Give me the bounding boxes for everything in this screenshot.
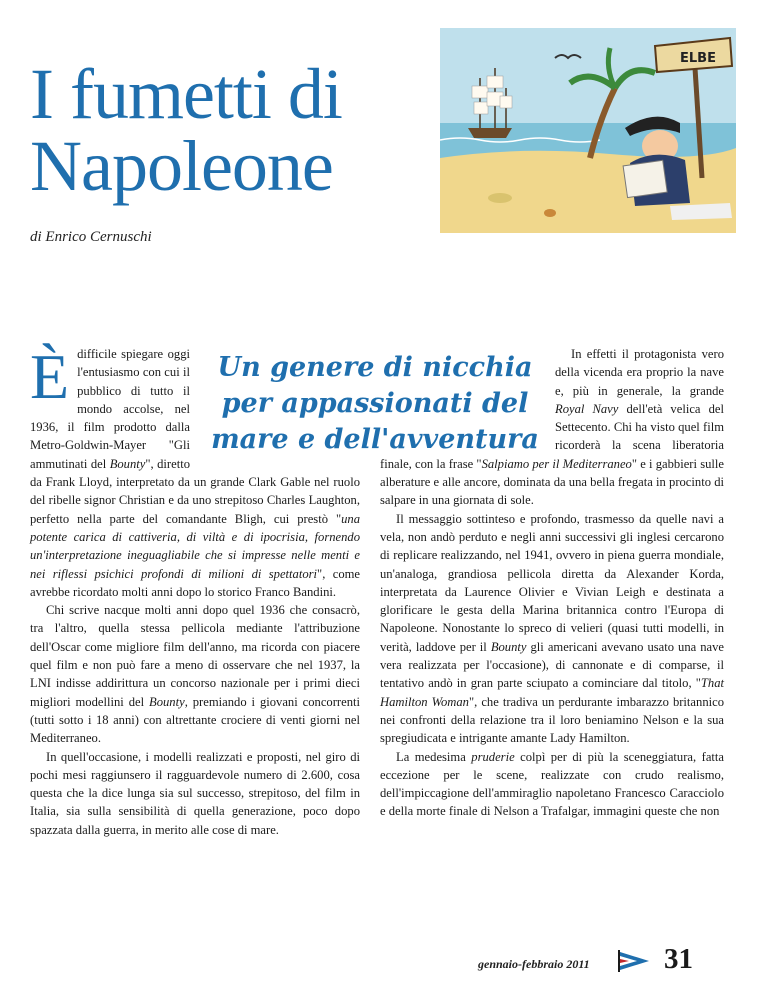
paragraph: In effetti il protagonista vero della vicenda era proprio la nave e, più in generale, la grande Royal Navy dell'età velica del Settecento. Chi ha visto quel film ricorderà la scena liberatoria finale, con la frase "Salpiamo per il Mediterraneo" e i gabbieri sulle alberature e alle ancore, dominata da una bella fregata in procinto di salpare in una giornata di sole. (380, 347, 724, 508)
paragraph: Chi scrive nacque molti anni dopo quel 1936 che consacrò, tra l'altro, quella stessa pellicola mediante l'attribuzione dell'Oscar come migliore film dell'anno, ma ricorda con piacere quel film e non può fare a meno di osservare che nel 1937, la LNI indisse addirittura un concorso nazionale per i primi dieci migliori modellini del Bounty, premiando i giovani concorrenti (tutti sotto i 18 anni) con altrettante crociere di venti giorni nel Mediterraneo. (30, 603, 360, 746)
flag-icon (617, 950, 651, 972)
paragraph: È difficile spiegare oggi l'entusiasmo con cui il pubblico di tutto il mondo accolse, nel 1936, il film prodotto dalla Metro-Goldwin-Mayer "Gli ammutinati del Bounty", diretto da Frank Lloyd, interpretato da un grande Clark Gable nel ruolo del ribelle signor Christian e da uno strepitoso Charles Laughton, perfetto nella parte del comandante Bligh, cui prestò "una potente carica di cattiveria, di viltà e di ipocrisia, fornendo un'interpretazione ineguagliabile che si impresse nelle menti e nei riflessi psichici profondi di milioni di spettatori", come avrebbe ricordato molti anni dopo lo storico Franco Bandini. (30, 341, 360, 599)
issue-date: gennaio-febbraio 2011 (478, 957, 590, 971)
page-number: 31 (664, 943, 693, 975)
paragraph: In quell'occasione, i modelli realizzati e proposti, nel giro di pochi mesi raggiunsero il ragguardevole numero di 2.600, cosa questa che la dice lunga sia sul successo, strepitoso, del film in Italia, sia sulla sensibilità di quella generazione, poco dopo spazzata dalla guerra, in merito alle cose di mare. (30, 749, 360, 837)
title-line-2: Napoleone (30, 126, 333, 206)
comic-illustration-icon (440, 28, 736, 233)
title-line-1: I fumetti di (30, 54, 342, 134)
drop-cap: È (30, 341, 70, 412)
paragraph: La medesima pruderie colpì per di più la sceneggiatura, fatta eccezione per le scene, realizzate con crudo realismo, dell'impiccagione dell'ammiraglio napoletano Francesco Caracciolo e della morte finale di Nelson a Trafalgar, immagini queste che non (380, 749, 724, 819)
comic-illustration (440, 28, 736, 233)
pull-quote: Un genere di nicchia per appassionati del mare e dell'avventura (211, 352, 539, 455)
byline: di Enrico Cernuschi (30, 229, 152, 245)
paragraph: Il messaggio sottinteso e profondo, trasmesso da quelle navi a vela, non andò perduto e negli anni successivi gli inglesi cercarono di replicare realizzando, nel 1941, ovvero in piena guerra mondiale, un'analoga, grandiosa pellicola diretta da Alexander Korda, interpretata da Laurence Olivier e Vivian Leigh e destinata a glorificare le gesta della Marina britannica contro l'Europa di Napoleone. Nonostante lo spreco di velieri (quasi tutti modelli, in verità, laddove per il Bounty gli americani avevano usato una nave vera realizzata per l'occasione), di cannonate e di comparse, il tentativo andò in gran parte sciupato a cominciare dal titolo, "That Hamilton Woman", che tradiva un perdurante imbarazzo britannico nei confronti della relazione tra il loro beniamino Nelson e la sua spregiudicata e intrigante amante Lady Hamilton. (380, 511, 725, 746)
svg-text:ELBE: ELBE (680, 51, 716, 66)
article-title (30, 54, 342, 206)
